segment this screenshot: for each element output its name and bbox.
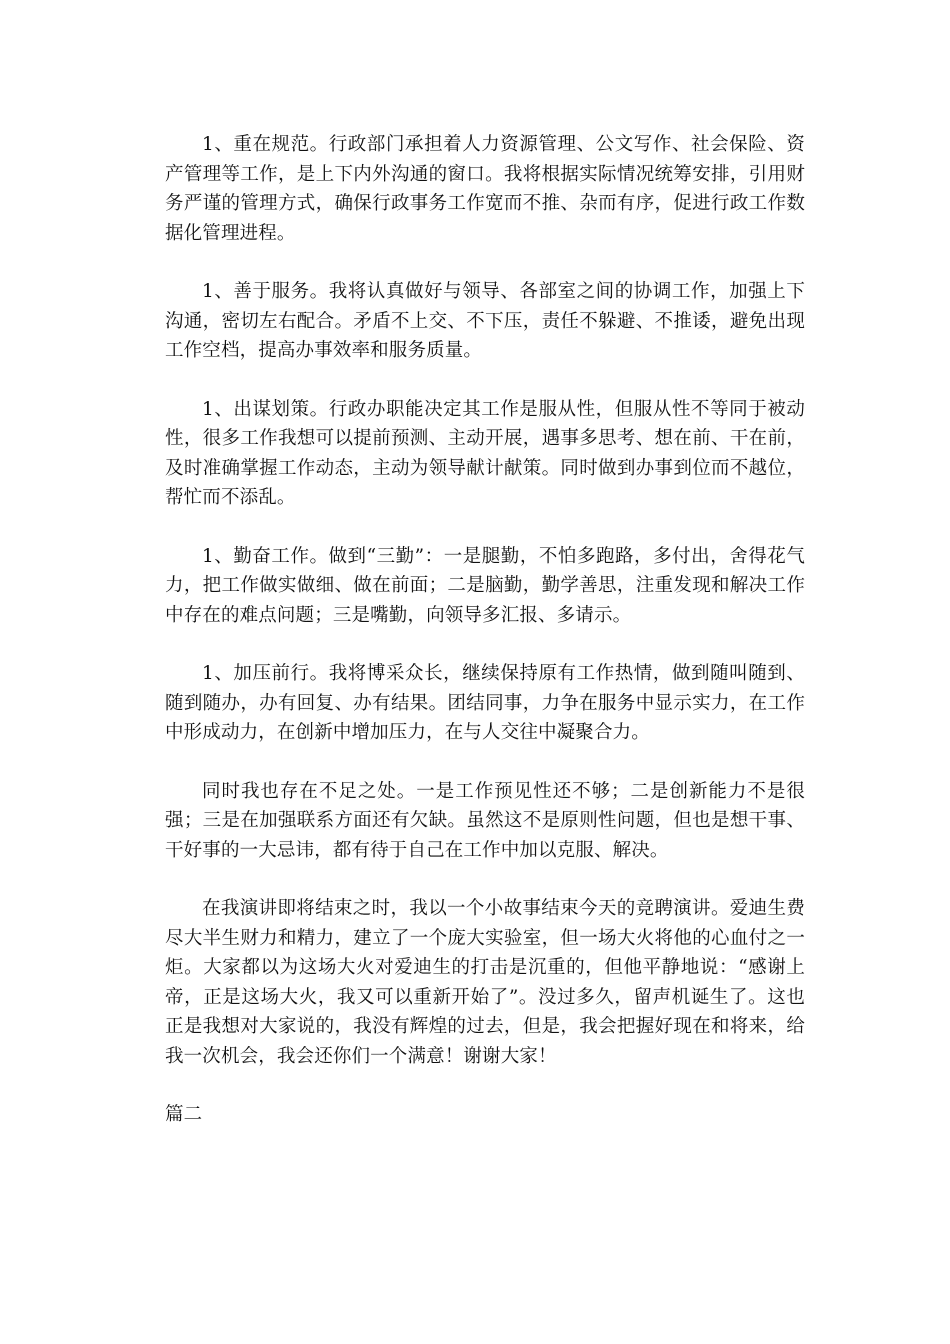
paragraph-diligence: 1、勤奋工作。做到“三勤”：一是腿勤，不怕多跑路，多付出，舍得花气力，把工作做实做细、做在前面；二是脑勤，勤学善思，注重发现和解决工作中存在的难点问题；三是嘴勤，向领导多汇报、多请示。	[165, 545, 805, 626]
paragraph-pressure: 1、加压前行。我将博采众长，继续保持原有工作热情，做到随叫随到、随到随办，办有回复、办有结果。团结同事，力争在服务中显示实力，在工作中形成动力，在创新中增加压力，在与人交往中凝聚合力。	[165, 663, 805, 743]
paragraph-shortcomings: 同时我也存在不足之处。一是工作预见性还不够；二是创新能力不是很强；三是在加强联系方面还有欠缺。虽然这不是原则性问题，但也是想干事、干好事的一大忌讳，都有待于自己在工作中加以克服、解决。	[165, 780, 805, 861]
document-page	[165, 130, 805, 1130]
paragraph-closing-story: 在我演讲即将结束之时，我以一个小故事结束今天的竞聘演讲。爱迪生费尽大半生财力和精力，建立了一个庞大实验室，但一场大火将他的心血付之一炬。大家都以为这场大火对爱迪生的打击是沉重的，但他平静地说：“感谢上帝，正是这场大火，我又可以重新开始了”。没过多久，留声机诞生了。这也正是我想对大家说的，我没有辉煌的过去，但是，我会把握好现在和将来，给我一次机会，我会还你们一个满意！谢谢大家！	[165, 898, 805, 1067]
paragraph-standardization: 1、重在规范。行政部门承担着人力资源管理、公文写作、社会保险、资产管理等工作，是上下内外沟通的窗口。我将根据实际情况统筹安排，引用财务严谨的管理方式，确保行政事务工作宽而不推、杂而有序，促进行政工作数据化管理进程。	[165, 134, 805, 244]
section-heading: 篇二	[165, 1104, 203, 1125]
paragraph-service: 1、善于服务。我将认真做好与领导、各部室之间的协调工作，加强上下沟通，密切左右配合。矛盾不上交、不下压，责任不躲避、不推诿，避免出现工作空档，提高办事效率和服务质量。	[165, 281, 805, 361]
paragraph-advice: 1、出谋划策。行政办职能决定其工作是服从性，但服从性不等同于被动性，很多工作我想可以提前预测、主动开展，遇事多思考、想在前、干在前，及时准确掌握工作动态，主动为领导献计献策。同时做到办事到位而不越位，帮忙而不添乱。	[165, 398, 805, 508]
